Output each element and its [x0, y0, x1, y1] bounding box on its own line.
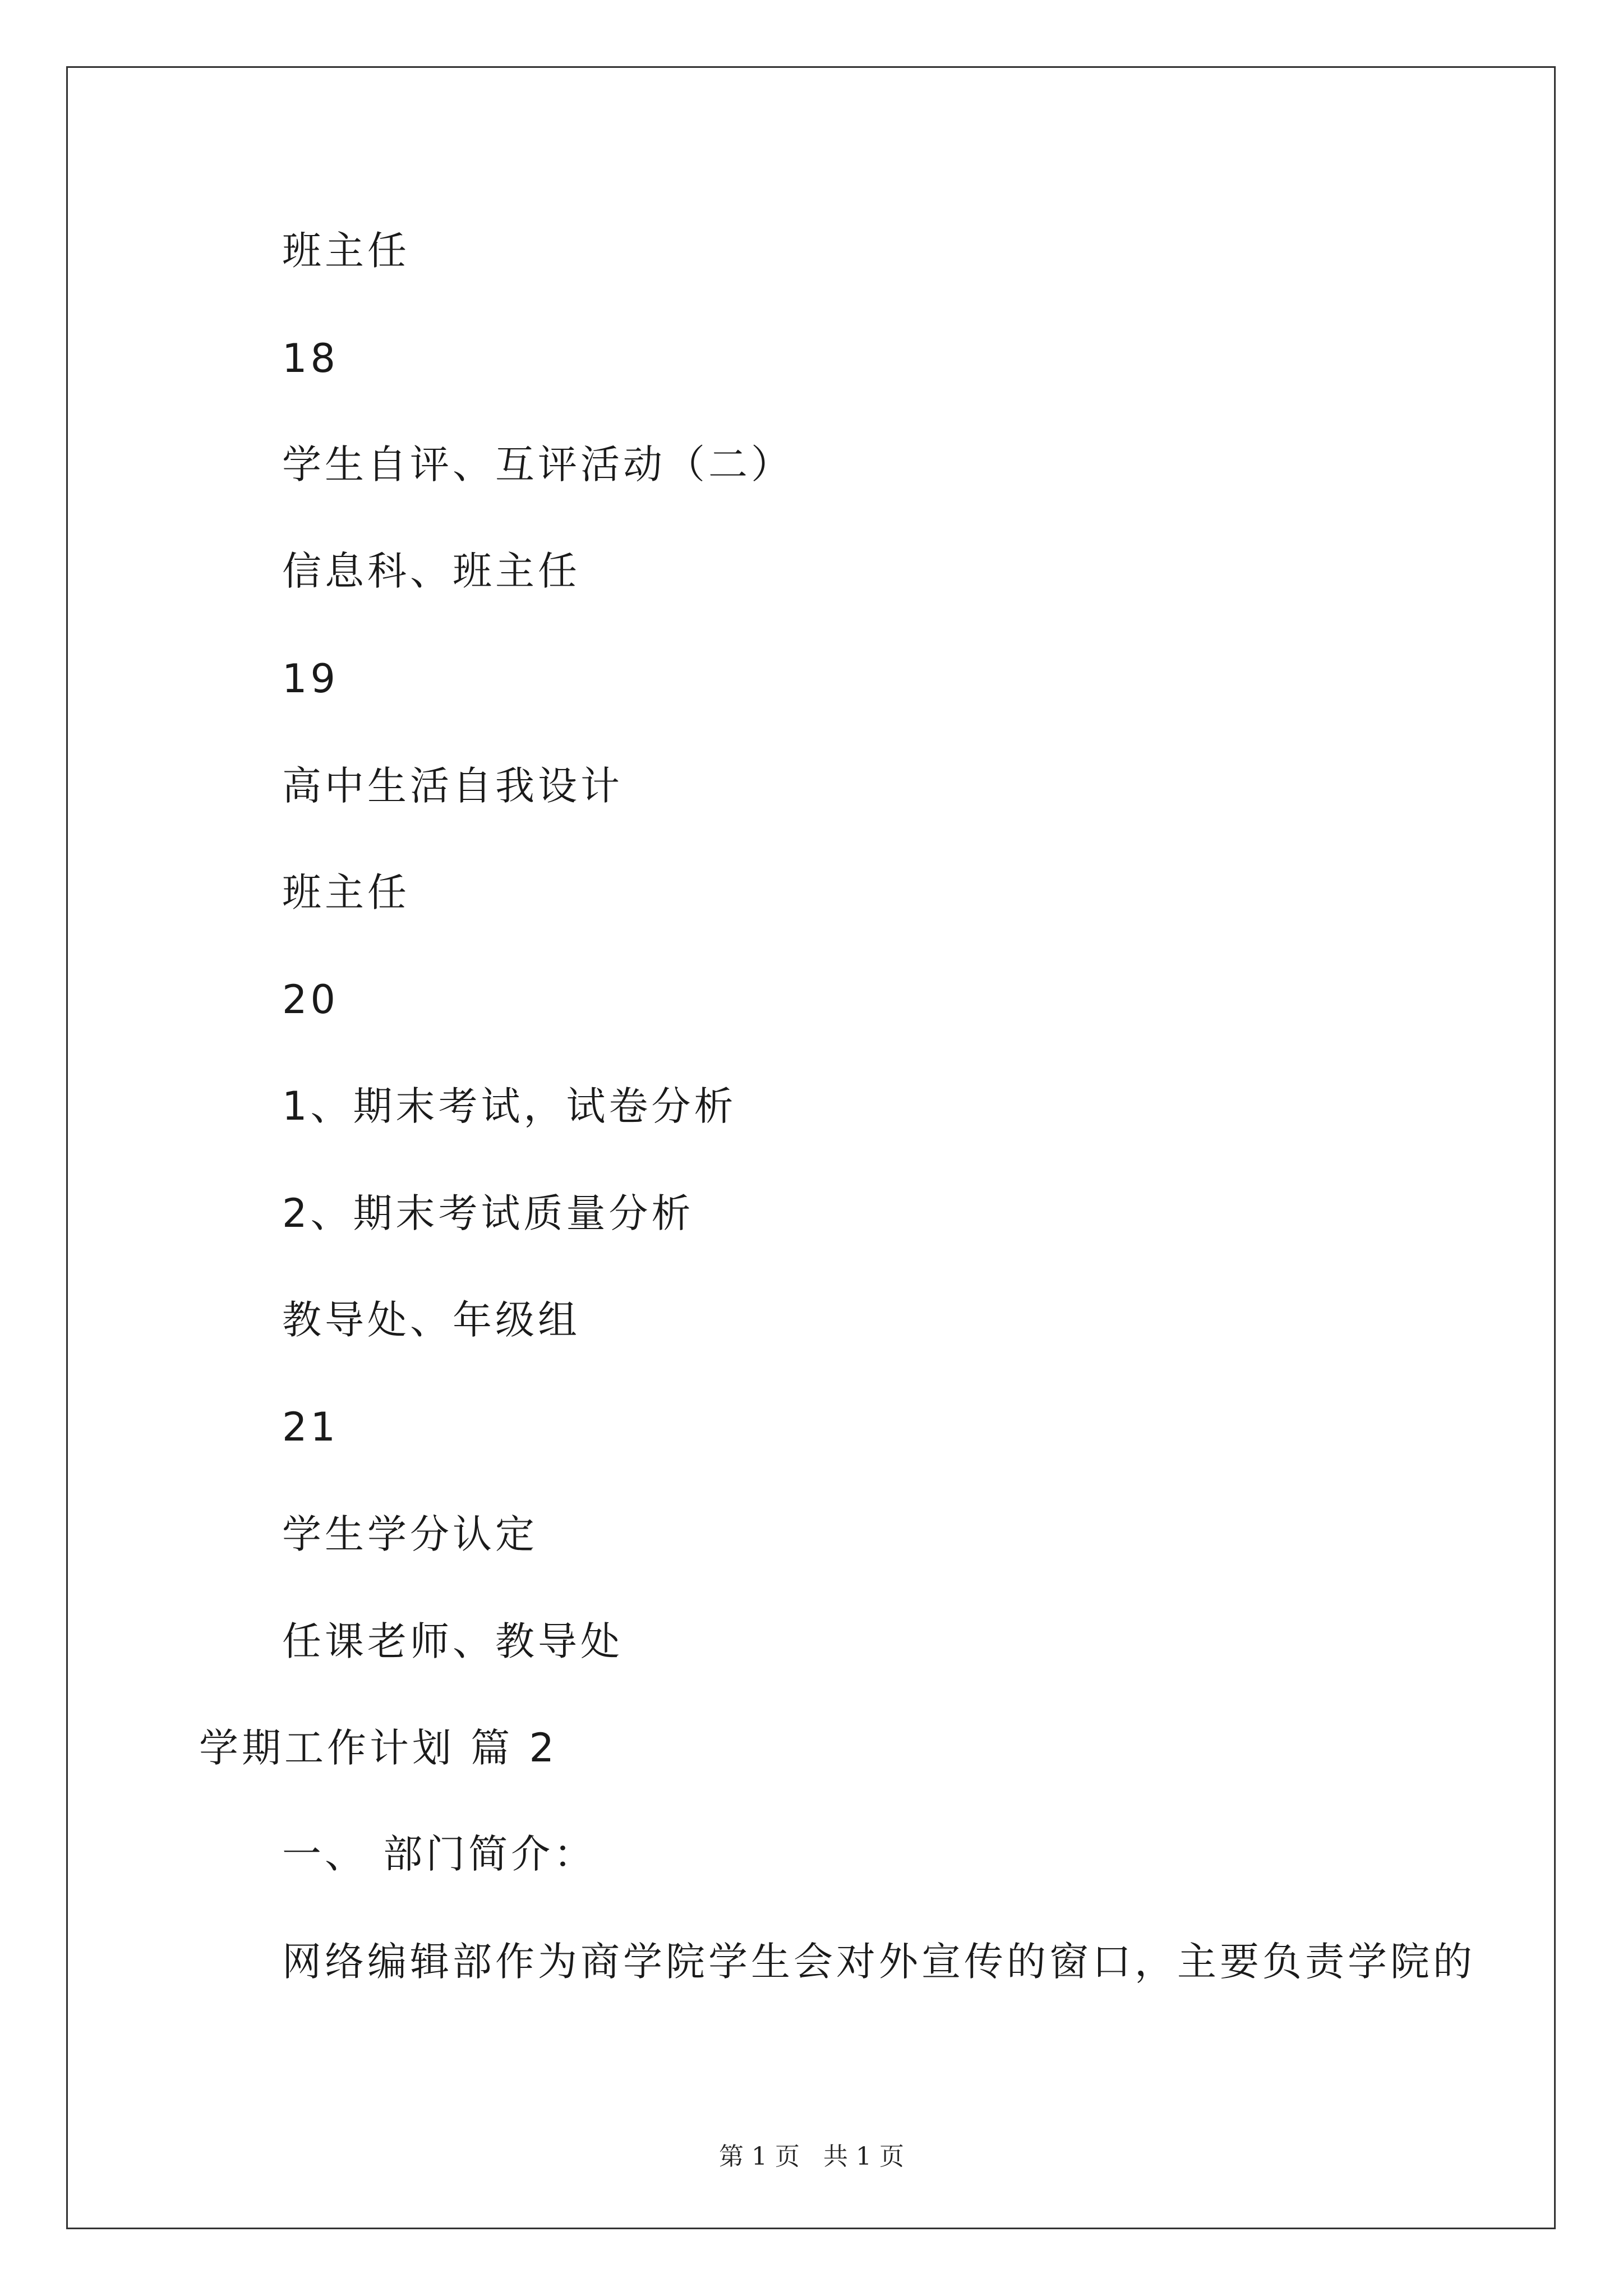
text-line-13: 学生学分认定	[282, 1511, 538, 1557]
text-line-14: 任课老师、教导处	[282, 1618, 623, 1664]
text-line-2: 18	[282, 335, 339, 381]
text-line-11: 教导处、年级组	[282, 1297, 580, 1343]
text-line-12: 21	[282, 1404, 339, 1450]
footer-page-total: 共 1 页	[823, 2142, 904, 2171]
text-line-5: 19	[282, 656, 339, 702]
text-line-10: 2、期末考试质量分析	[282, 1190, 694, 1236]
paragraph-text: 网络编辑部作为商学院学生会对外宣传的窗口，主要负责学院的	[282, 1939, 1476, 1985]
text-line-3: 学生自评、互评活动（二）	[282, 441, 794, 487]
page-footer	[0, 2136, 1623, 2172]
text-line-7: 班主任	[282, 869, 410, 915]
text-line-9: 1、期末考试，试卷分析	[282, 1083, 737, 1129]
section-heading: 学期工作计划 篇 2	[199, 1725, 558, 1771]
page-border	[66, 66, 1556, 2229]
text-line-1: 班主任	[282, 228, 410, 274]
text-line-4: 信息科、班主任	[282, 548, 580, 594]
text-line-6: 高中生活自我设计	[282, 763, 623, 809]
subsection-heading: 一、 部门简介：	[282, 1831, 597, 1877]
footer-page-current: 第 1 页	[719, 2142, 800, 2171]
text-line-8: 20	[282, 977, 339, 1023]
